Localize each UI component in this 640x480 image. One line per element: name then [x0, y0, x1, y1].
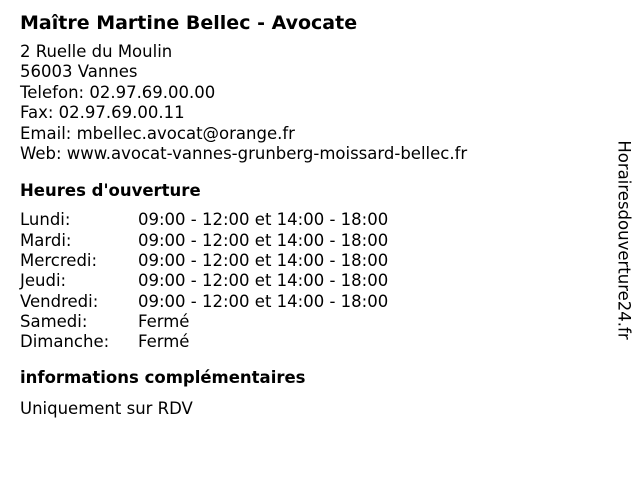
time-value: Fermé: [138, 332, 190, 352]
time-value: 09:00 - 12:00 et 14:00 - 18:00: [138, 210, 389, 230]
website: Web: www.avocat-vannes-grunberg-moissard-bellec.fr: [20, 144, 468, 164]
hours-heading: Heures d'ouverture: [20, 181, 201, 201]
hours-row-saturday: [20, 312, 600, 332]
day-label: Lundi:: [20, 210, 71, 230]
hours-row-friday: [20, 292, 600, 312]
business-title: Maître Martine Bellec - Avocate: [20, 12, 358, 34]
hours-row-tuesday: [20, 231, 600, 251]
time-value: 09:00 - 12:00 et 14:00 - 18:00: [138, 230, 389, 250]
fax-number: Fax: 02.97.69.00.11: [20, 103, 185, 123]
day-label: Dimanche:: [20, 332, 110, 352]
day-label: Samedi:: [20, 311, 88, 331]
info-heading: informations complémentaires: [20, 367, 306, 387]
time-value: 09:00 - 12:00 et 14:00 - 18:00: [138, 291, 389, 311]
time-value: 09:00 - 12:00 et 14:00 - 18:00: [138, 251, 389, 271]
hours-row-sunday: [20, 332, 600, 352]
email-address: Email: mbellec.avocat@orange.fr: [20, 123, 295, 143]
hours-row-thursday: [20, 271, 600, 291]
day-label: Mardi:: [20, 230, 72, 250]
time-value: Fermé: [138, 311, 190, 331]
info-text: Uniquement sur RDV: [20, 398, 193, 418]
hours-row-monday: [20, 210, 600, 230]
hours-table: [20, 210, 600, 352]
street-address: 2 Ruelle du Moulin: [20, 42, 173, 61]
site-watermark: Horairesdouverture24.fr: [614, 140, 634, 340]
hours-row-wednesday: [20, 251, 600, 271]
day-label: Vendredi:: [20, 291, 99, 311]
business-card: [20, 10, 600, 419]
time-value: 09:00 - 12:00 et 14:00 - 18:00: [138, 271, 389, 291]
phone-number: Telefon: 02.97.69.00.00: [20, 82, 216, 102]
city-address: 56003 Vannes: [20, 62, 138, 82]
day-label: Mercredi:: [20, 251, 98, 271]
contact-block: [20, 42, 600, 164]
day-label: Jeudi:: [20, 271, 67, 291]
